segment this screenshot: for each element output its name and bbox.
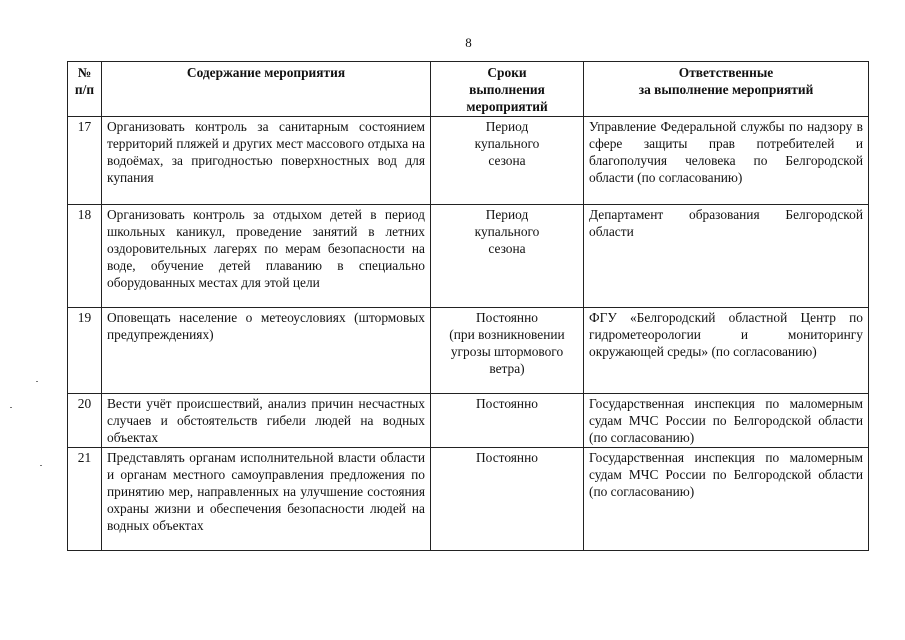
row-content: Представлять органам исполнительной власти области и органам местного самоуправления предложения по принятию мер, направленных на улучшение состояния охраны жизни и обеспечения безопасности людей на водных объектах	[102, 448, 431, 551]
row-number: 21	[68, 448, 102, 551]
row-term: Период купального сезона	[431, 205, 584, 308]
table-row	[68, 117, 869, 205]
table-row	[68, 448, 869, 551]
scan-speck	[36, 381, 38, 382]
row-number: 17	[68, 117, 102, 205]
row-term: Постоянно	[431, 448, 584, 551]
row-responsible: ФГУ «Белгородский областной Центр по гидрометеорологии и мониторингу окружающей среды» (по согласованию)	[584, 308, 869, 394]
scan-speck	[40, 465, 42, 466]
header-responsible: Ответственные за выполнение мероприятий	[584, 62, 869, 117]
row-responsible: Управление Федеральной службы по надзору в сфере защиты прав потребителей и благополучия человека по Белгородской области (по согласованию)	[584, 117, 869, 205]
scan-speck	[10, 407, 12, 408]
table-row	[68, 205, 869, 308]
row-number: 20	[68, 394, 102, 448]
row-content: Оповещать население о метеоусловиях (штормовых предупреждениях)	[102, 308, 431, 394]
header-content: Содержание мероприятия	[102, 62, 431, 117]
row-content: Организовать контроль за санитарным состоянием территорий пляжей и других мест массового отдыха на водоёмах, за пригодностью поверхностных вод для купания	[102, 117, 431, 205]
row-content: Организовать контроль за отдыхом детей в период школьных каникул, проведение занятий в летних оздоровительных лагерях по мерам безопасности на воде, обучение детей плаванию в специально оборудованных местах для этой цели	[102, 205, 431, 308]
row-number: 19	[68, 308, 102, 394]
row-content: Вести учёт происшествий, анализ причин несчастных случаев и обстоятельств гибели людей на водных объектах	[102, 394, 431, 448]
page-number: 8	[465, 35, 472, 50]
row-term: Постоянно (при возникновении угрозы штормового ветра)	[431, 308, 584, 394]
header-number: № п/п	[68, 62, 102, 117]
measures-table	[67, 61, 869, 551]
row-responsible: Государственная инспекция по маломерным судам МЧС России по Белгородской области (по согласованию)	[584, 394, 869, 448]
table-row	[68, 394, 869, 448]
table-header-row	[68, 62, 869, 117]
row-responsible: Департамент образования Белгородской области	[584, 205, 869, 308]
table-row	[68, 308, 869, 394]
row-number: 18	[68, 205, 102, 308]
row-term: Период купального сезона	[431, 117, 584, 205]
row-responsible: Государственная инспекция по маломерным судам МЧС России по Белгородской области (по согласованию)	[584, 448, 869, 551]
header-term: Сроки выполнения мероприятий	[431, 62, 584, 117]
row-term: Постоянно	[431, 394, 584, 448]
